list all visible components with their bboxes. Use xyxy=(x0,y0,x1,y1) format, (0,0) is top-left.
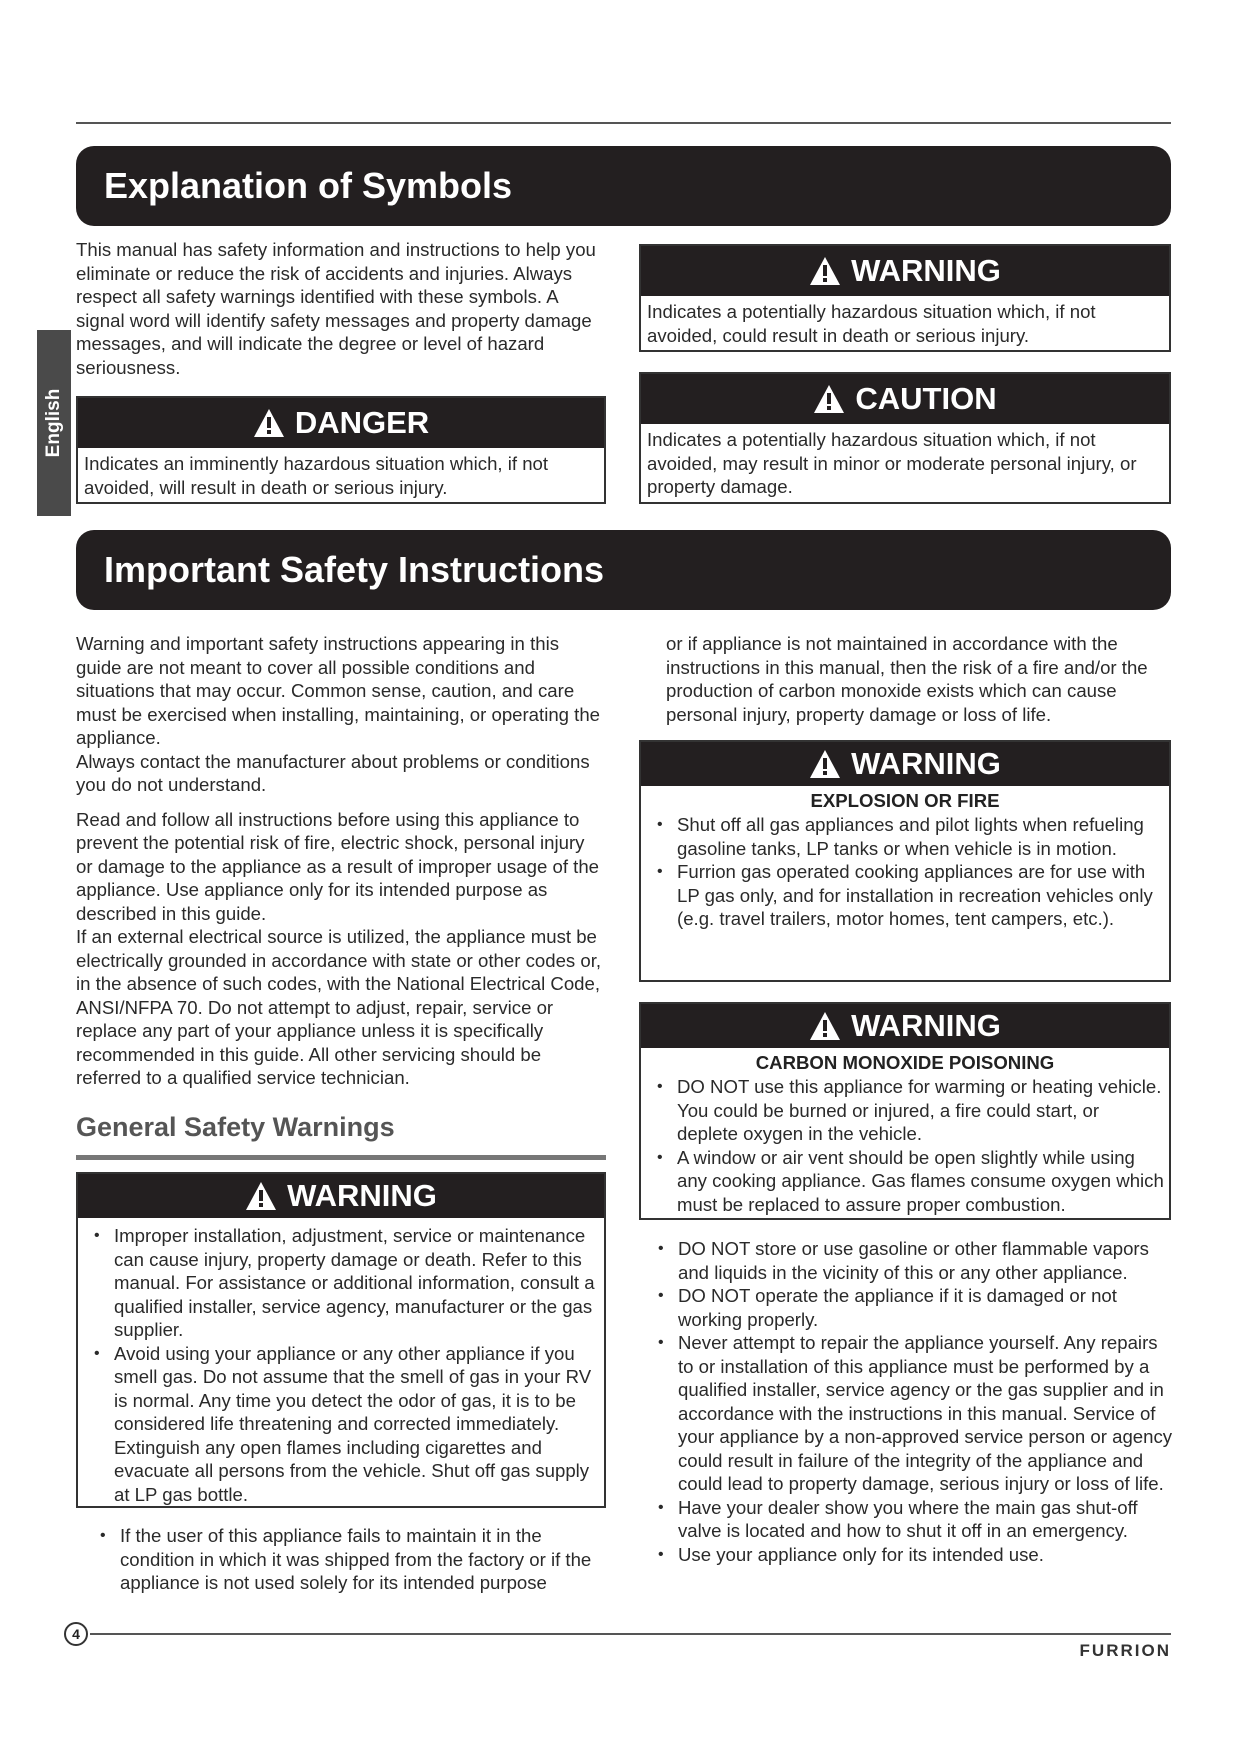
right-top-text: or if appliance is not maintained in accordance with the instructions in this manual, then the risk of a fire and/or the production of carbon monoxide exists which can cause personal injury, property damage or loss of life. xyxy=(666,633,1148,725)
left-paragraph-1: Warning and important safety instructions appearing in this guide are not meant to cover all possible conditions and situations that may occur. Common sense, caution, and care must be exercised when installing, maintaining, or operating the appliance. xyxy=(76,633,601,748)
section-title-symbols: Explanation of Symbols xyxy=(76,146,1171,226)
general-warning-header xyxy=(78,1174,604,1218)
explosion-warning-title: WARNING xyxy=(851,746,1001,781)
warning-triangle-icon xyxy=(809,749,841,779)
danger-box xyxy=(76,396,606,504)
list-item: • Improper installation, adjustment, service or maintenance can cause injury, property damage or death. Refer to this manual. For assistance or additional information, consult a qualified installer, service agency, manufacturer or the gas supplier. xyxy=(78,1224,598,1342)
list-item: • If the user of this appliance fails to maintain it in the condition in which it was shipped from the factory or if the appliance is not used solely for its intended purpose xyxy=(92,1524,606,1595)
explosion-warning-box xyxy=(639,740,1171,982)
explosion-warning-list xyxy=(641,813,1169,931)
warning-triangle-icon xyxy=(809,1011,841,1041)
left-bottom-list xyxy=(92,1524,606,1595)
co-warning-title: WARNING xyxy=(851,1008,1001,1043)
warning-definition-header xyxy=(641,246,1169,296)
top-divider xyxy=(76,122,1171,124)
caution-definition-box xyxy=(639,372,1171,504)
general-safety-title: General Safety Warnings xyxy=(76,1112,395,1142)
co-warning-header xyxy=(641,1004,1169,1048)
brand-logo-text: FURRION xyxy=(1079,1641,1171,1660)
general-warning-list xyxy=(78,1218,604,1506)
list-item: • Shut off all gas appliances and pilot lights when refueling gasoline tanks, LP tanks or when vehicle is in motion. xyxy=(641,813,1161,860)
section-title-safety: Important Safety Instructions xyxy=(76,530,1171,610)
language-tab-label: English xyxy=(43,388,64,458)
general-safety-rule xyxy=(76,1155,606,1160)
danger-text: Indicates an imminently hazardous situation which, if not avoided, will result in death or serious injury. xyxy=(84,453,549,498)
warning-definition-box xyxy=(639,244,1171,352)
co-warning-box xyxy=(639,1002,1171,1220)
list-item: • Have your dealer show you where the main gas shut-off valve is located and how to shut it off in an emergency. xyxy=(650,1496,1175,1543)
left-paragraph-3: Read and follow all instructions before using this appliance to prevent the potential risk of fire, electric shock, personal injury or damage to the appliance as a result of improper usage of the appliance. Use appliance only for its intended purpose as described in this guide. xyxy=(76,808,600,924)
general-warning-title: WARNING xyxy=(287,1178,437,1213)
warning-triangle-icon xyxy=(253,408,285,438)
explosion-warning-subtitle: EXPLOSION OR FIRE xyxy=(810,790,1000,811)
intro-text: This manual has safety information and instructions to help you eliminate or reduce the risk of accidents and injuries. Always respect all safety warnings identified with these symbols. A signal word will identify safety messages and property damage messages, and will indicate the degree or level of hazard seriousness. xyxy=(76,239,596,378)
warning-definition-text: Indicates a potentially hazardous situation which, if not avoided, could result in death or serious injury. xyxy=(647,301,1096,346)
list-item: • Never attempt to repair the appliance yourself. Any repairs to or installation of this appliance must be performed by a qualified installer, service agency or the gas supplier and in accordance with the instructions in this manual. Service of your appliance by a non-approved service person or agency could result in failure of the integrity of the appliance and could lead to property damage, serious injury or loss of life. xyxy=(650,1331,1175,1496)
left-paragraph-4: If an external electrical source is utilized, the appliance must be electrically grounded in accordance with state or other codes or, in the absence of such codes, with the National Electrical Code, ANSI/NFPA 70. Do not attempt to adjust, repair, service or replace any part of your appliance unless it is specifically recommended in this guide. All other servicing should be referred to a qualified service technician. xyxy=(76,926,602,1088)
list-item: • A window or air vent should be open slightly while using any cooking appliance. Gas flames consume oxygen which must be replaced to assure proper combustion. xyxy=(641,1146,1165,1217)
footer-divider xyxy=(90,1633,1171,1635)
co-warning-subtitle: CARBON MONOXIDE POISONING xyxy=(755,1052,1055,1073)
caution-definition-title: CAUTION xyxy=(855,381,997,416)
danger-header xyxy=(78,398,604,448)
caution-definition-header xyxy=(641,374,1169,424)
co-warning-list xyxy=(641,1075,1169,1216)
list-item: • DO NOT operate the appliance if it is damaged or not working properly. xyxy=(650,1284,1175,1331)
language-tab xyxy=(37,330,71,516)
explosion-warning-header xyxy=(641,742,1169,786)
list-item: • DO NOT store or use gasoline or other flammable vapors and liquids in the vicinity of this or any other appliance. xyxy=(650,1237,1175,1284)
list-item: • Use your appliance only for its intended use. xyxy=(650,1543,1175,1567)
danger-title: DANGER xyxy=(294,405,430,440)
list-item: • DO NOT use this appliance for warming or heating vehicle. You could be burned or injured, a fire could start, or deplete oxygen in the vehicle. xyxy=(641,1075,1165,1146)
left-paragraph-2: Always contact the manufacturer about problems or conditions you do not understand. xyxy=(76,750,590,795)
warning-triangle-icon xyxy=(813,384,845,414)
right-bullet-list xyxy=(650,1237,1175,1566)
warning-triangle-icon xyxy=(245,1181,277,1211)
warning-triangle-icon xyxy=(809,256,841,286)
general-warning-box xyxy=(76,1172,606,1508)
page-number: 4 xyxy=(64,1622,88,1646)
warning-definition-title: WARNING xyxy=(851,253,1001,288)
caution-definition-text: Indicates a potentially hazardous situation which, if not avoided, may result in minor or moderate personal injury, or property damage. xyxy=(647,429,1137,497)
list-item: • Avoid using your appliance or any other appliance if you smell gas. Do not assume that the smell of gas in your RV is normal. Any time you detect the odor of gas, it is to be considered life threatening and corrected immediately. Extinguish any open flames including cigarettes and evacuate all persons from the vehicle. Shut off gas supply at LP gas bottle. xyxy=(78,1342,598,1507)
left-column-text xyxy=(76,632,606,1090)
list-item: • Furrion gas operated cooking appliances are for use with LP gas only, and for installation in recreation vehicles only (e.g. travel trailers, motor homes, tent campers, etc.). xyxy=(641,860,1161,931)
